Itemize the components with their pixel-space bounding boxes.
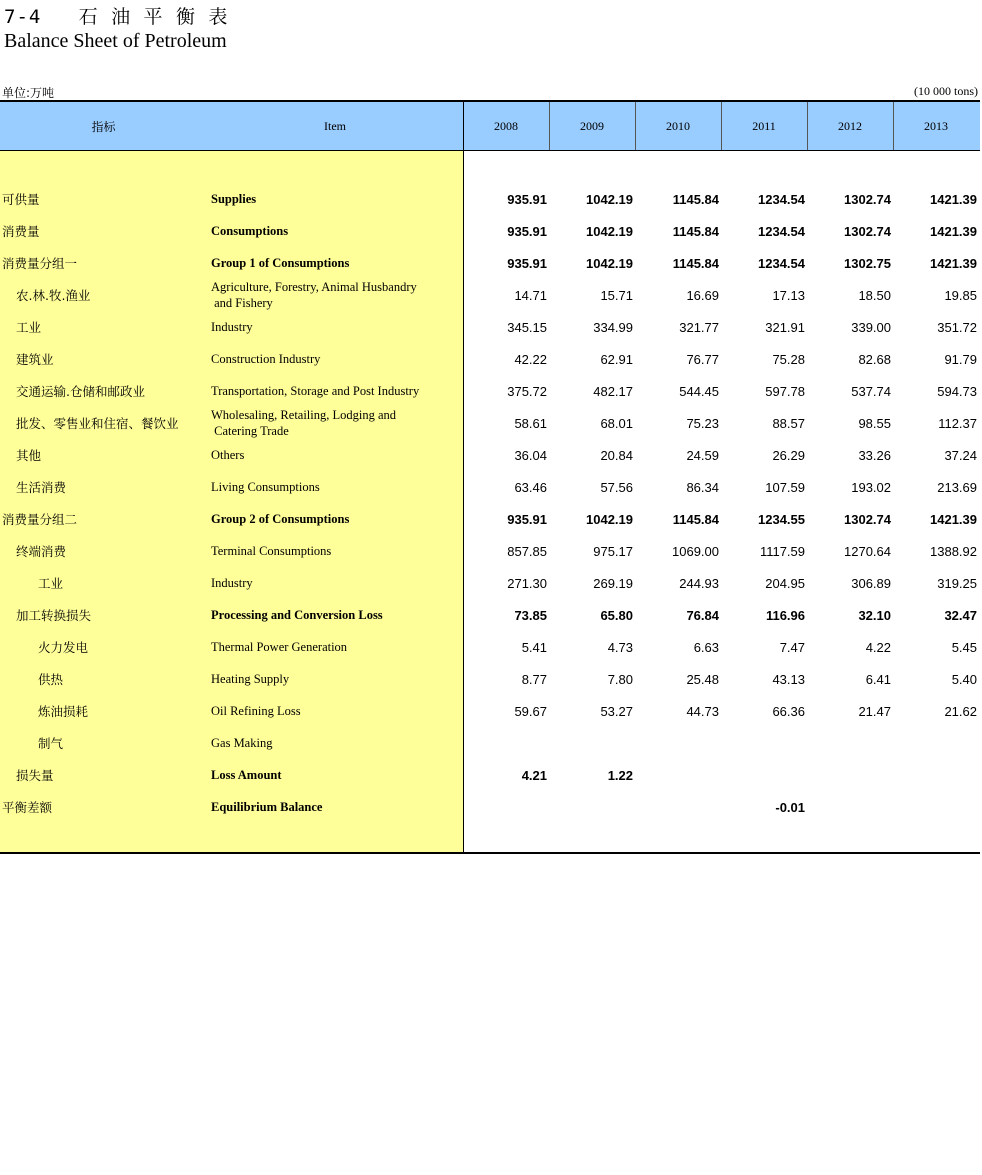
header-year: 2012 [838,118,862,133]
unit-label-english: (10 000 tons) [914,84,978,98]
value-cell: 14.71 [514,287,547,303]
table-bottom-rule [0,852,980,854]
value-cell: 26.29 [772,447,805,463]
value-cell: 91.79 [944,351,977,367]
value-cell [721,727,805,759]
row-label-english [211,727,451,759]
table-row [0,727,980,759]
value-cell: 4.21 [521,767,547,783]
value-cell: 244.93 [679,575,719,591]
value-cell: 1234.54 [758,255,805,271]
value-cell: 1421.39 [930,511,977,527]
value-cell: 1042.19 [586,255,633,271]
value-cell: 269.19 [593,575,633,591]
table-row [0,183,980,215]
value-cell: 58.61 [514,415,547,431]
table-row [0,343,980,375]
value-cell: 334.99 [593,319,633,335]
value-cell: 36.04 [514,447,547,463]
table-row [0,599,980,631]
value-cell: 597.78 [765,383,805,399]
row-label-english-line: Wholesaling, Retailing, Lodging and [211,408,397,422]
value-cell: 1302.75 [844,255,891,271]
table-row [0,791,980,823]
value-cell: 1145.84 [672,255,719,271]
value-cell: 17.13 [772,287,805,303]
page-title-english: Balance Sheet of Petroleum [4,30,227,52]
value-cell: 375.72 [507,383,547,399]
value-cell: 351.72 [937,319,977,335]
value-cell: 57.56 [600,479,633,495]
value-cell: -0.01 [775,799,805,815]
row-label-chinese: 火力发电 [38,640,89,655]
table-row [0,567,980,599]
row-label-english-line: Loss Amount [211,768,282,782]
value-cell: 1145.84 [672,511,719,527]
value-cell: 44.73 [686,703,719,719]
value-cell: 1388.92 [930,543,977,559]
value-cell: 204.95 [765,575,805,591]
value-cell: 68.01 [600,415,633,431]
value-cell: 32.10 [858,607,891,623]
value-cell: 4.73 [607,639,633,655]
table-row [0,439,980,471]
header-year: 2013 [924,118,948,133]
row-label-chinese: 交通运输.仓储和邮政业 [16,384,145,399]
row-label-english-line: Construction Industry [211,352,321,366]
header-year: 2008 [494,118,518,133]
table-row [0,375,980,407]
value-cell: 1302.74 [844,191,891,207]
row-label-english-line: Group 2 of Consumptions [211,512,350,526]
value-cell: 1421.39 [930,255,977,271]
value-cell: 4.22 [865,639,891,655]
value-cell: 935.91 [507,511,547,527]
value-cell: 21.47 [858,703,891,719]
value-cell: 1145.84 [672,191,719,207]
row-label-chinese: 供热 [38,672,64,687]
value-cell: 6.41 [865,671,891,687]
row-label-chinese: 农.林.牧.渔业 [16,288,91,303]
row-label-english [211,567,451,599]
value-cell: 1421.39 [930,223,977,239]
value-cell: 7.47 [779,639,805,655]
row-label-english [211,247,451,279]
row-label-english [211,791,451,823]
row-label-chinese: 建筑业 [16,352,54,367]
row-label-english-line: Catering Trade [211,424,289,438]
value-cell [549,727,633,759]
row-label-english-line: Heating Supply [211,672,290,686]
table-row [0,695,980,727]
value-cell: 88.57 [772,415,805,431]
value-cell: 1234.55 [758,511,805,527]
value-cell: 319.25 [937,575,977,591]
row-label-chinese: 工业 [38,576,64,591]
table-row [0,215,980,247]
row-label-chinese: 消费量分组二 [2,512,78,527]
value-cell: 1117.59 [759,543,805,559]
value-cell: 594.73 [937,383,977,399]
row-label-chinese: 平衡差额 [2,800,53,815]
row-label-english-line: Group 1 of Consumptions [211,256,350,270]
row-label-chinese: 批发、零售业和住宿、餐饮业 [16,416,179,431]
row-label-english [211,343,451,375]
value-cell: 1042.19 [586,511,633,527]
row-label-english-line: Thermal Power Generation [211,640,348,654]
row-label-english [211,311,451,343]
value-cell [549,791,633,823]
value-cell: 33.26 [858,447,891,463]
table-row [0,663,980,695]
row-label-english [211,631,451,663]
row-label-english-line: Equilibrium Balance [211,800,323,814]
value-cell: 1234.54 [758,191,805,207]
value-cell: 32.47 [944,607,977,623]
value-cell: 25.48 [686,671,719,687]
row-label-english [211,439,451,471]
table-row [0,759,980,791]
value-cell: 1069.00 [672,543,719,559]
value-cell: 66.36 [772,703,805,719]
value-cell: 213.69 [937,479,977,495]
row-label-english-line: Living Consumptions [211,480,320,494]
value-cell: 857.85 [507,543,547,559]
value-cell: 193.02 [851,479,891,495]
row-label-english-line: Transportation, Storage and Post Industry [211,384,420,398]
value-cell: 37.24 [944,447,977,463]
table-row [0,279,980,311]
row-label-english [211,279,451,311]
row-label-english [211,759,451,791]
row-label-english [211,663,451,695]
row-label-chinese: 加工转换损失 [16,608,92,623]
table-header [0,102,980,150]
value-cell: 16.69 [686,287,719,303]
value-cell: 98.55 [858,415,891,431]
row-label-english-line: Terminal Consumptions [211,544,332,558]
value-cell: 53.27 [600,703,633,719]
value-cell: 1042.19 [586,223,633,239]
value-cell: 82.68 [858,351,891,367]
value-cell: 1302.74 [844,223,891,239]
row-label-english-line: Industry [211,320,253,334]
header-year: 2011 [752,118,776,133]
row-label-english-line: Processing and Conversion Loss [211,608,383,622]
value-cell: 321.91 [765,319,805,335]
value-cell: 73.85 [514,607,547,623]
table-top-rule [0,100,980,102]
row-label-english-line: Industry [211,576,253,590]
row-label-english [211,503,451,535]
row-label-chinese: 消费量分组一 [2,256,78,271]
value-cell: 975.17 [593,543,633,559]
value-cell: 1042.19 [586,191,633,207]
table-row [0,631,980,663]
row-label-english-line: Others [211,448,245,462]
value-cell: 935.91 [507,191,547,207]
table-row [0,407,980,439]
row-label-english-line: Agriculture, Forestry, Animal Husbandry [211,280,417,294]
value-cell [807,791,891,823]
value-cell: 5.40 [951,671,977,687]
value-cell: 21.62 [944,703,977,719]
row-label-chinese: 可供量 [2,192,40,207]
table-row [0,471,980,503]
row-label-english-line: Oil Refining Loss [211,704,301,718]
row-label-chinese: 工业 [16,320,42,335]
row-label-chinese: 损失量 [16,768,54,783]
value-cell: 544.45 [679,383,719,399]
value-cell: 107.59 [765,479,805,495]
value-cell: 76.84 [686,607,719,623]
value-cell: 24.59 [686,447,719,463]
value-cell: 482.17 [593,383,633,399]
row-label-english-line: Consumptions [211,224,289,238]
table-row [0,535,980,567]
header-year: 2009 [580,118,604,133]
value-cell: 5.41 [521,639,547,655]
value-cell [463,727,547,759]
value-cell: 42.22 [514,351,547,367]
value-cell: 271.30 [507,575,547,591]
value-cell [635,791,719,823]
value-cell: 1.22 [607,767,633,783]
row-label-english [211,375,451,407]
value-cell: 321.77 [679,319,719,335]
value-cell: 935.91 [507,255,547,271]
value-cell [635,759,719,791]
value-cell: 63.46 [514,479,547,495]
value-cell: 1145.84 [672,223,719,239]
header-item-english: Item [324,118,346,133]
value-cell: 1270.64 [844,543,891,559]
row-label-chinese: 其他 [16,448,42,463]
row-label-english [211,695,451,727]
value-cell: 5.45 [951,639,977,655]
value-cell: 59.67 [514,703,547,719]
value-cell: 537.74 [851,383,891,399]
value-cell: 65.80 [600,607,633,623]
value-cell: 43.13 [772,671,805,687]
value-cell [721,759,805,791]
row-label-chinese: 炼油损耗 [38,704,89,719]
row-label-english [211,215,451,247]
row-label-chinese: 消费量 [2,224,40,239]
row-label-english-line: Supplies [211,192,257,206]
page-title-chinese: 7-4 石 油 平 衡 表 [4,6,229,28]
table-row [0,503,980,535]
value-cell: 339.00 [851,319,891,335]
value-cell: 7.80 [607,671,633,687]
value-cell [635,727,719,759]
row-label-chinese: 制气 [38,736,64,751]
row-label-english [211,183,451,215]
header-year: 2010 [666,118,690,133]
value-cell [893,759,977,791]
value-cell: 1421.39 [930,191,977,207]
row-label-english [211,407,451,439]
unit-label-chinese: 单位:万吨 [2,86,55,100]
table-header-rule [0,150,980,151]
value-cell [463,791,547,823]
value-cell: 15.71 [600,287,633,303]
row-label-english [211,535,451,567]
value-cell: 62.91 [600,351,633,367]
value-cell: 1302.74 [844,511,891,527]
value-cell: 345.15 [507,319,547,335]
value-cell: 8.77 [521,671,547,687]
value-cell: 75.23 [686,415,719,431]
row-label-chinese: 生活消费 [16,480,67,495]
row-label-english [211,599,451,631]
value-cell: 112.37 [938,415,977,431]
value-cell [893,791,977,823]
value-cell [893,727,977,759]
value-cell: 76.77 [686,351,719,367]
value-cell [807,727,891,759]
value-cell: 75.28 [772,351,805,367]
value-cell: 306.89 [851,575,891,591]
row-label-english-line: Gas Making [211,736,273,750]
row-label-english-line: and Fishery [211,296,273,310]
value-cell: 1234.54 [758,223,805,239]
value-cell: 18.50 [858,287,891,303]
row-label-english [211,471,451,503]
value-cell: 86.34 [686,479,719,495]
header-item-chinese: 指标 [91,119,116,134]
value-cell: 19.85 [944,287,977,303]
value-cell [807,759,891,791]
value-cell: 935.91 [507,223,547,239]
value-cell: 20.84 [600,447,633,463]
table-row [0,311,980,343]
row-label-chinese: 终端消费 [16,544,67,559]
table-row [0,247,980,279]
value-cell: 6.63 [693,639,719,655]
value-cell: 116.96 [765,607,805,623]
